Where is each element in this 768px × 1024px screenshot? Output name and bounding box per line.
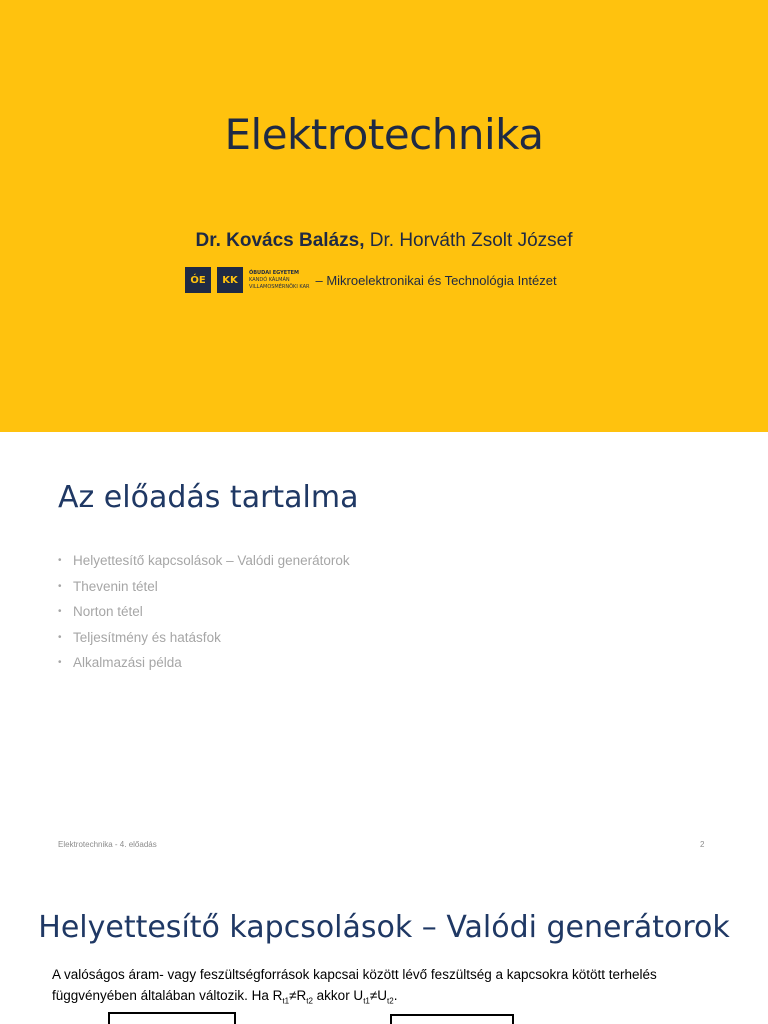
contents-title: Az előadás tartalma — [58, 480, 359, 515]
page-number: 2 — [700, 840, 705, 849]
list-item: • Helyettesítő kapcsolások – Valódi generátorok — [58, 548, 350, 574]
institute-name: – Mikroelektronikai és Technológia Intézet — [315, 272, 557, 288]
authors — [0, 230, 768, 252]
oe-logo-icon: ÓE — [185, 267, 211, 293]
bullet-icon: • — [58, 580, 62, 592]
generators-slide — [0, 864, 768, 1024]
list-item: • Norton tétel — [58, 599, 350, 625]
list-item: • Thevenin tétel — [58, 574, 350, 600]
author-primary: Dr. Kovács Balázs, — [195, 230, 365, 251]
institution-line — [185, 266, 557, 294]
author-secondary: Dr. Horváth Zsolt József — [364, 230, 573, 251]
bullet-icon: • — [58, 555, 62, 566]
kk-logo-icon: KK — [217, 267, 243, 293]
title-slide — [0, 0, 768, 432]
list-item: • Teljesítmény és hatásfok — [58, 625, 350, 651]
generators-text: A valóságos áram- vagy feszültségforrások kapcsai között lévő feszültség a kapcsokra kötött terhelés függvényében általában változik. Ha $R_{t1}\ne R_{t2}$ akkor $U_{t1}\ne U_{t2}$. — [52, 967, 657, 1006]
list-item: • Alkalmazási példa — [58, 650, 350, 676]
presentation-title: Elektrotechnika — [224, 110, 544, 159]
circuit-diagram-left — [108, 1012, 236, 1024]
circuit-diagram-right — [390, 1014, 514, 1024]
slide-footer: Elektrotechnika - 4. előadás — [58, 840, 157, 849]
generators-title: Helyettesítő kapcsolások – Valódi generátorok — [38, 910, 730, 945]
university-logo-text: ÓBUDAI EGYETEM KANDÓ KÁLMÁN VILLAMOSMÉRNÖKI KAR — [249, 269, 310, 290]
bullet-icon: • — [58, 657, 62, 668]
bullet-icon: • — [58, 606, 62, 617]
contents-slide — [0, 432, 768, 864]
contents-list — [58, 548, 350, 676]
bullet-icon: • — [58, 631, 62, 643]
